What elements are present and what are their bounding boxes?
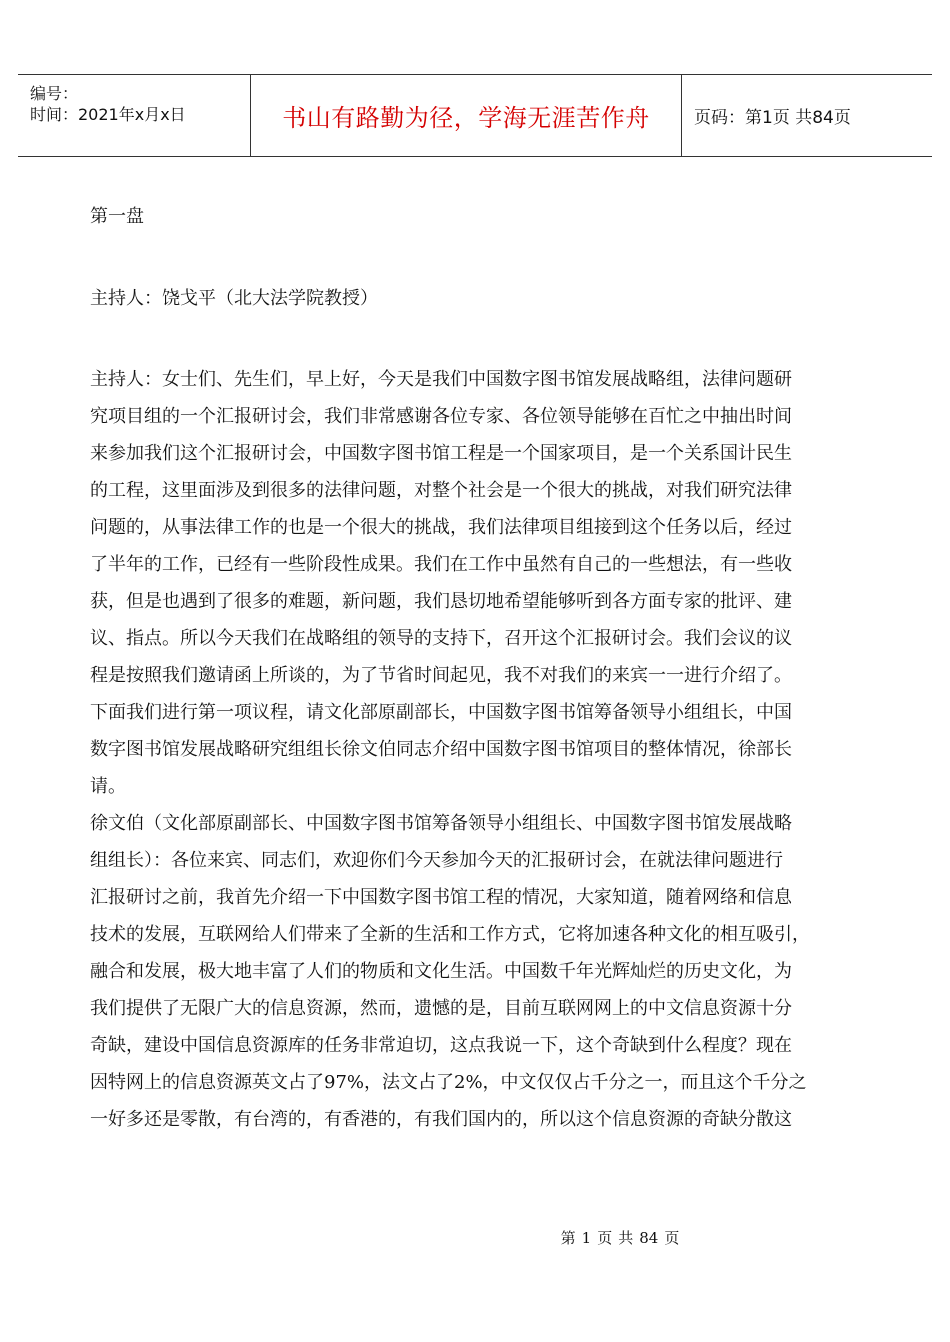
body-line: 主持人：女士们、先生们，早上好，今天是我们中国数字图书馆发展战略组，法律问题研 <box>90 369 792 390</box>
body-line: 因特网上的信息资源英文占了97%，法文占了2%，中文仅仅占千分之一，而且这个千分之 <box>90 1072 807 1093</box>
body-line: 请。 <box>90 776 126 797</box>
header-motto: 书山有路勤为径，学海无涯苦作舟 <box>251 75 682 156</box>
footer-text: 第 <box>560 1229 576 1247</box>
header-meta <box>18 75 251 156</box>
body-line: 技术的发展，互联网给人们带来了全新的生活和工作方式，它将加速各种文化的相互吸引， <box>90 924 810 945</box>
body-line: 程是按照我们邀请函上所谈的，为了节省时间起见，我不对我们的来宾一一进行介绍了。 <box>90 665 792 686</box>
body-line: 获，但是也遇到了很多的难题，新问题，我们恳切地希望能够听到各方面专家的批评、建 <box>90 591 792 612</box>
footer-text: 页 <box>664 1229 680 1247</box>
body-line: 融合和发展，极大地丰富了人们的物质和文化生活。中国数千年光辉灿烂的历史文化，为 <box>90 961 792 982</box>
body-line: 徐文伯（文化部原副部长、中国数字图书馆筹备领导小组组长、中国数字图书馆发展战略 <box>90 813 792 834</box>
body-line: 汇报研讨之前，我首先介绍一下中国数字图书馆工程的情况，大家知道，随着网络和信息 <box>90 887 792 908</box>
serial-label: 编号： <box>30 84 79 103</box>
body-line: 我们提供了无限广大的信息资源，然而，遗憾的是，目前互联网网上的中文信息资源十分 <box>90 998 792 1019</box>
header-page-info: 页码：第1页 共84页 <box>694 108 851 128</box>
body-line: 了半年的工作，已经有一些阶段性成果。我们在工作中虽然有自己的一些想法，有一些收 <box>90 554 792 575</box>
body-line: 议、指点。所以今天我们在战略组的领导的支持下，召开这个汇报研讨会。我们会议的议 <box>90 628 792 649</box>
section-title: 第一盘 <box>90 206 144 227</box>
page-footer <box>0 1228 950 1248</box>
body-line: 数字图书馆发展战略研究组组长徐文伯同志介绍中国数字图书馆项目的整体情况，徐部长 <box>90 739 792 760</box>
body-line: 来参加我们这个汇报研讨会，中国数字图书馆工程是一个国家项目，是一个关系国计民生 <box>90 443 792 464</box>
time-label: 时间：2021年x月x日 <box>30 105 186 124</box>
body-line: 组组长）：各位来宾、同志们，欢迎你们今天参加今天的汇报研讨会，在就法律问题进行 <box>90 850 783 871</box>
host-line: 主持人：饶戈平（北大法学院教授） <box>90 288 378 309</box>
footer-total-pages: 84 <box>639 1229 659 1247</box>
body-line: 的工程，这里面涉及到很多的法律问题，对整个社会是一个很大的挑战，对我们研究法律 <box>90 480 792 501</box>
body-line: 奇缺，建设中国信息资源库的任务非常迫切，这点我说一下，这个奇缺到什么程度？现在 <box>90 1035 792 1056</box>
body-line: 下面我们进行第一项议程，请文化部原副部长，中国数字图书馆筹备领导小组组长，中国 <box>90 702 792 723</box>
body-line: 一好多还是零散，有台湾的，有香港的，有我们国内的，所以这个信息资源的奇缺分散这 <box>90 1109 792 1130</box>
footer-page-number: 1 <box>581 1229 592 1247</box>
body-line: 问题的，从事法律工作的也是一个很大的挑战，我们法律项目组接到这个任务以后，经过 <box>90 517 792 538</box>
page-header <box>18 74 932 157</box>
footer-text: 共 <box>618 1229 634 1247</box>
body-line: 究项目组的一个汇报研讨会，我们非常感谢各位专家、各位领导能够在百忙之中抽出时间 <box>90 406 792 427</box>
footer-text: 页 <box>597 1229 613 1247</box>
